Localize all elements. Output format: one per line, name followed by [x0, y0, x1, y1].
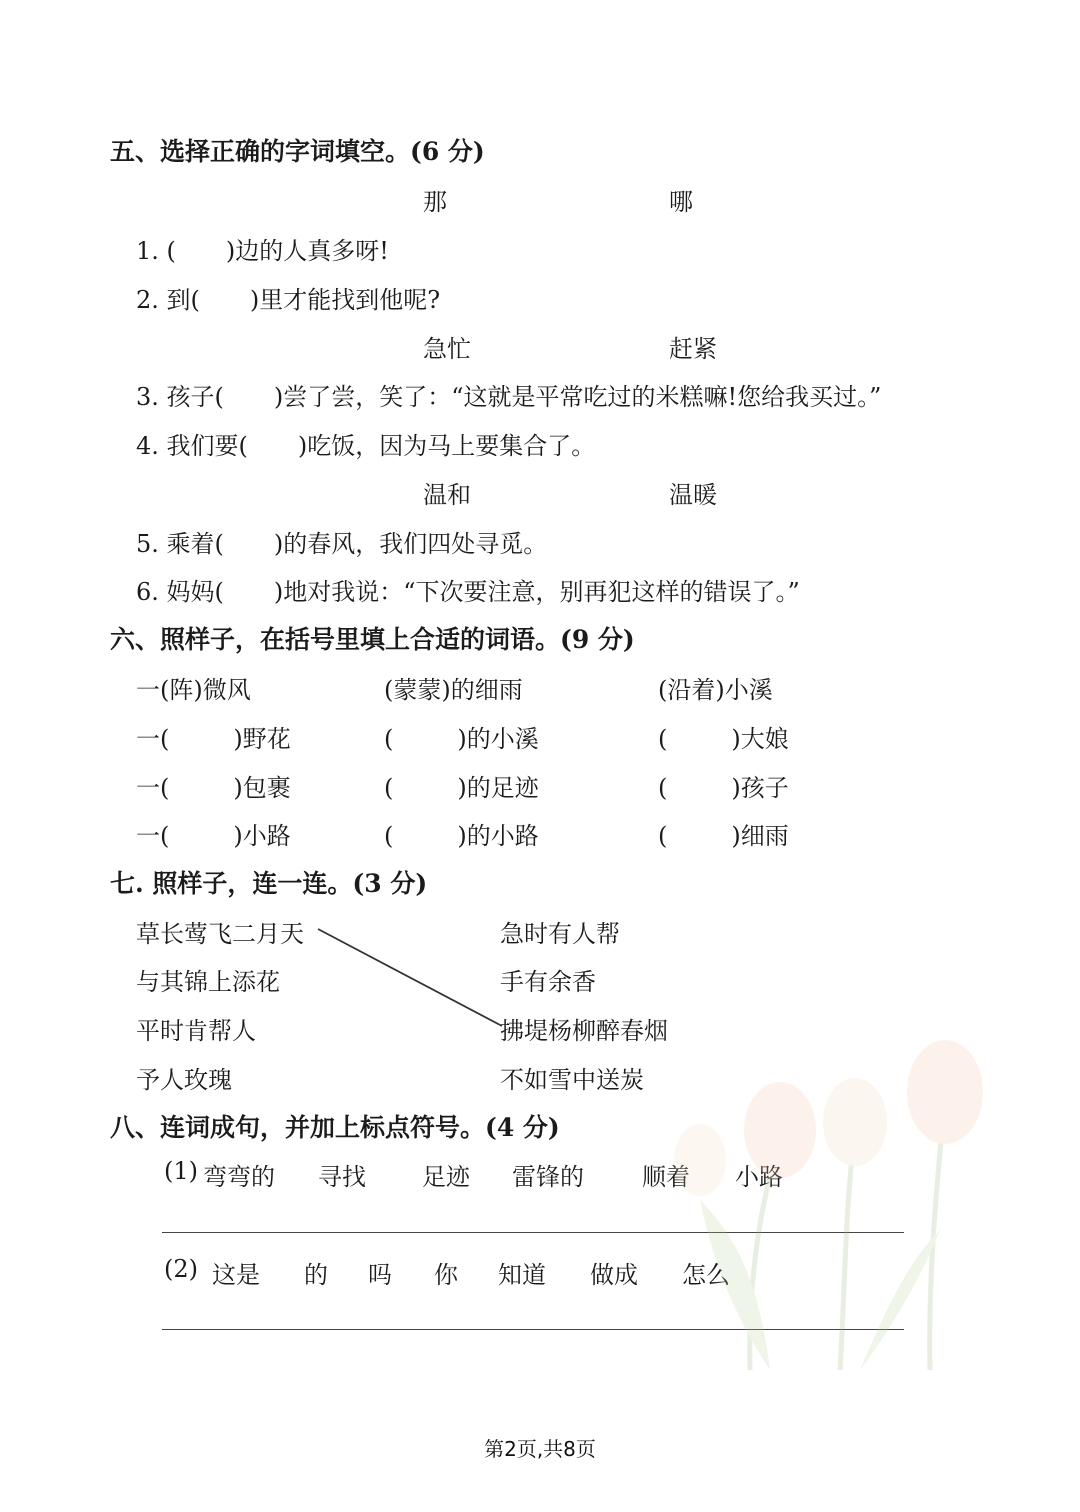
section-7-title: 七. 照样子，连一连。(3 分): [110, 869, 428, 898]
fill-open: 一(: [136, 822, 170, 850]
word-tile: 弯弯的: [203, 1163, 275, 1191]
fill-open: (: [658, 822, 668, 850]
word-choice: 那: [423, 188, 447, 216]
word-choice: 赶紧: [669, 335, 717, 363]
match-left-item[interactable]: 予人玫瑰: [136, 1066, 232, 1094]
word-tile: 小路: [735, 1163, 783, 1191]
q1-label: (1): [164, 1157, 198, 1185]
word-tile: 足迹: [422, 1163, 470, 1191]
question-text: )吃饭，因为马上要集合了。: [297, 432, 596, 460]
fill-open: 一(: [136, 725, 170, 753]
match-left-item[interactable]: 草长莺飞二月天: [136, 920, 304, 948]
question-prefix: 2. 到(: [136, 286, 200, 314]
section-8-title: 八、连词成句，并加上标点符号。(4 分): [110, 1113, 560, 1142]
match-right-item[interactable]: 不如雪中送炭: [500, 1066, 644, 1094]
fill-open: (: [384, 774, 394, 802]
fill-text: )的足迹: [457, 774, 539, 802]
fill-open: 一(: [136, 774, 170, 802]
question-prefix: 1. (: [136, 237, 176, 265]
word-tile: 的: [304, 1261, 328, 1289]
word-tile: 知道: [498, 1261, 546, 1289]
fill-open: (: [658, 725, 668, 753]
word-tile: 做成: [590, 1261, 638, 1289]
fill-text: )孩子: [731, 774, 789, 802]
section-6-title: 六、照样子，在括号里填上合适的词语。(9 分): [110, 625, 635, 654]
match-right-item[interactable]: 急时有人帮: [500, 920, 620, 948]
question-prefix: 4. 我们要(: [136, 432, 248, 460]
word-tile: 你: [434, 1261, 458, 1289]
example-item: (蒙蒙)的细雨: [384, 676, 523, 704]
word-choice: 哪: [669, 188, 693, 216]
word-choice: 急忙: [423, 335, 471, 363]
word-choice: 温暖: [669, 481, 717, 509]
word-tile: 怎么: [682, 1261, 730, 1289]
question-prefix: 5. 乘着(: [136, 530, 224, 558]
word-tile: 顺着: [642, 1163, 690, 1191]
example-item: (沿着)小溪: [658, 676, 773, 704]
page-footer: 第2页,共8页: [484, 1437, 596, 1461]
fill-text: )小路: [233, 822, 291, 850]
word-tile: 寻找: [318, 1163, 366, 1191]
fill-text: )包裹: [233, 774, 291, 802]
fill-text: )的小溪: [457, 725, 539, 753]
section-5-title: 五、选择正确的字词填空。(6 分): [110, 137, 485, 166]
fill-text: )细雨: [731, 822, 789, 850]
match-right-item[interactable]: 拂堤杨柳醉春烟: [500, 1017, 668, 1045]
fill-open: (: [658, 774, 668, 802]
match-left-item[interactable]: 平时肯帮人: [136, 1017, 256, 1045]
match-left-item[interactable]: 与其锦上添花: [136, 968, 280, 996]
word-tile: 这是: [212, 1261, 260, 1289]
question-text: )尝了尝，笑了：“这就是平常吃过的米糕嘛!您给我买过。”: [273, 383, 882, 411]
word-tile: 雷锋的: [512, 1163, 584, 1191]
fill-text: )的小路: [457, 822, 539, 850]
q2-label: (2): [164, 1255, 198, 1283]
question-text: )边的人真多呀!: [225, 237, 389, 265]
question-prefix: 6. 妈妈(: [136, 578, 224, 606]
question-text: )里才能找到他呢?: [249, 286, 441, 314]
question-prefix: 3. 孩子(: [136, 383, 224, 411]
question-text: )的春风，我们四处寻觅。: [273, 530, 548, 558]
question-text: )地对我说：“下次要注意，别再犯这样的错误了。”: [273, 578, 800, 606]
example-item: 一(阵)微风: [136, 676, 251, 704]
flower-watermark: [640, 1040, 1000, 1380]
fill-open: (: [384, 725, 394, 753]
fill-text: )大娘: [731, 725, 789, 753]
fill-open: (: [384, 822, 394, 850]
word-choice: 温和: [423, 481, 471, 509]
fill-text: )野花: [233, 725, 291, 753]
match-right-item[interactable]: 手有余香: [500, 968, 596, 996]
word-tile: 吗: [368, 1261, 392, 1289]
